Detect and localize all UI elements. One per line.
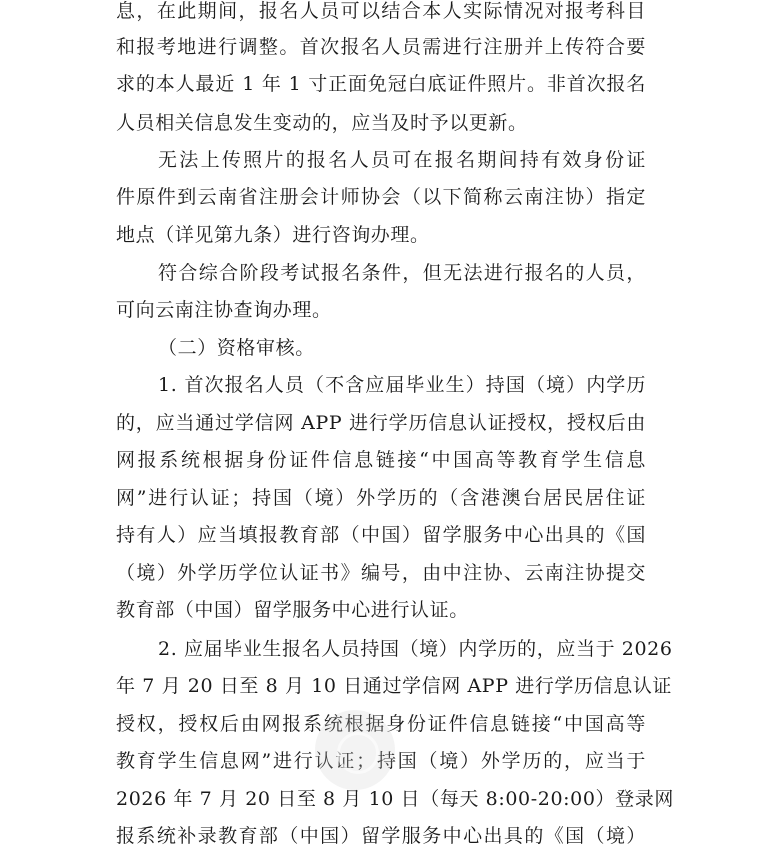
text-line-13: 网报系统根据身份证件信息链接“中国高等教育学生信息 (116, 449, 646, 471)
text-line-1: 息，在此期间，报名人员可以结合本人实际情况对报考科目 (116, 0, 646, 22)
text-line-15: 持有人）应当填报教育部（中国）留学服务中心出具的《国 (116, 524, 646, 546)
text-line-19: 年 7 月 20 日至 8 月 10 日通过学信网 APP 进行学历信息认证 (116, 675, 673, 697)
text-line-20: 授权，授权后由网报系统根据身份证件信息链接“中国高等 (116, 713, 646, 735)
text-line-8: 符合综合阶段考试报名条件，但无法进行报名的人员， (158, 262, 646, 284)
text-line-2: 和报考地进行调整。首次报名人员需进行注册并上传符合要 (116, 36, 646, 58)
text-line-9: 可向云南注协查询办理。 (116, 299, 332, 321)
text-line-23: 报系统补录教育部（中国）留学服务中心出具的《国（境） (116, 825, 646, 847)
text-line-11: 1. 首次报名人员（不含应届毕业生）持国（境）内学历 (158, 374, 646, 396)
text-line-21: 教育学生信息网”进行认证；持国（境）外学历的，应当于 (116, 750, 646, 772)
text-line-16: （境）外学历学位认证书》编号，由中注协、云南注协提交 (116, 562, 646, 584)
text-line-14: 网”进行认证；持国（境）外学历的（含港澳台居民居住证 (116, 487, 646, 509)
text-line-6: 件原件到云南省注册会计师协会（以下简称云南注协）指定 (116, 186, 646, 208)
text-line-4: 人员相关信息发生变动的，应当及时予以更新。 (116, 112, 528, 134)
text-line-18: 2. 应届毕业生报名人员持国（境）内学历的，应当于 2026 (158, 638, 673, 660)
text-line-3: 求的本人最近 1 年 1 寸正面免冠白底证件照片。非首次报名 (116, 73, 646, 95)
text-line-17: 教育部（中国）留学服务中心进行认证。 (116, 599, 469, 621)
text-line-7: 地点（详见第九条）进行咨询办理。 (116, 224, 430, 246)
section-heading: （二）资格审核。 (158, 337, 315, 359)
text-line-5: 无法上传照片的报名人员可在报名期间持有效身份证 (158, 149, 646, 171)
text-line-22: 2026 年 7 月 20 日至 8 月 10 日（每天 8:00-20:00）登录网 (116, 788, 674, 810)
text-line-12: 的，应当通过学信网 APP 进行学历信息认证授权，授权后由 (116, 412, 646, 434)
